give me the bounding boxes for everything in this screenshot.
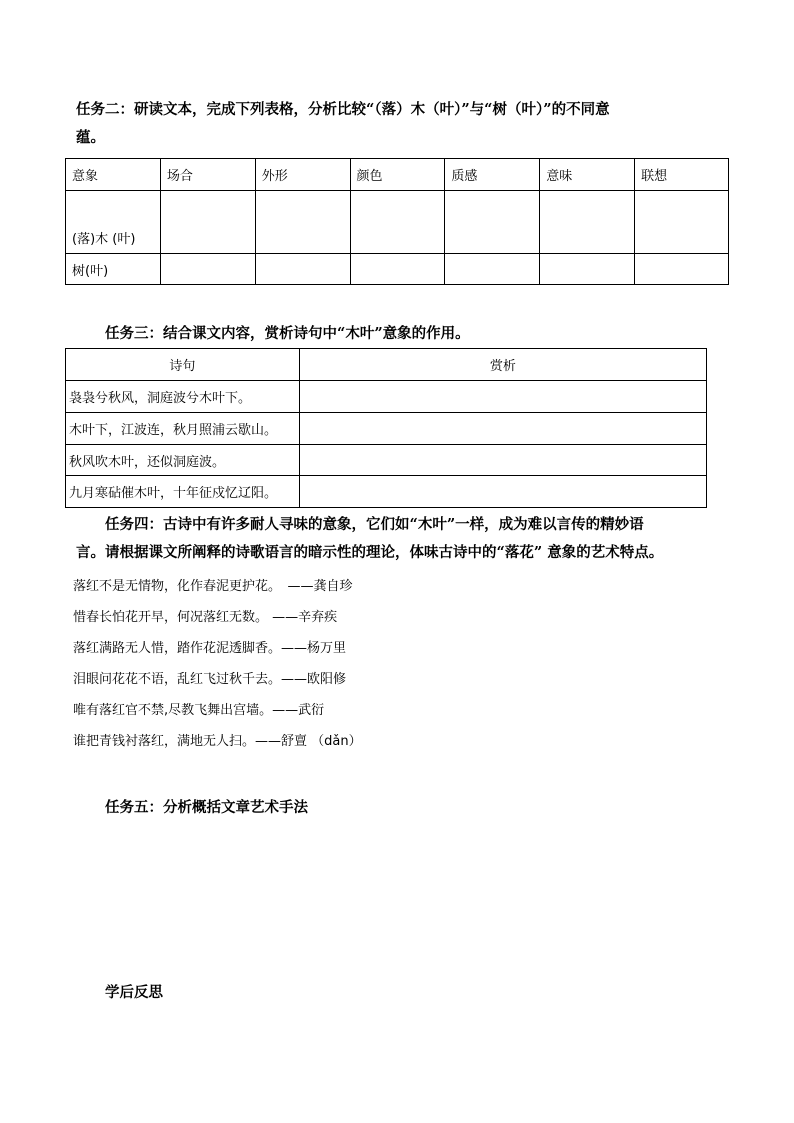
- answer-cell[interactable]: [160, 254, 255, 285]
- list-item: 落红不是无情物，化作春泥更护花。 ——龚自珍: [73, 579, 353, 594]
- answer-cell[interactable]: [160, 191, 255, 254]
- header-cell-meaning: 意味: [540, 159, 635, 191]
- answer-cell[interactable]: [350, 191, 445, 254]
- answer-cell[interactable]: [255, 191, 350, 254]
- poem-line: 秋风吹木叶，还似洞庭波。: [66, 445, 300, 476]
- answer-cell[interactable]: [350, 254, 445, 285]
- answer-cell[interactable]: [540, 254, 635, 285]
- header-cell-imagery: 意象: [66, 159, 161, 191]
- answer-cell[interactable]: [445, 254, 540, 285]
- poem-line: 九月寒砧催木叶，十年征戍忆辽阳。: [66, 476, 300, 508]
- table-row: [66, 381, 707, 413]
- answer-cell[interactable]: [445, 191, 540, 254]
- task5-heading: 任务五：分析概括文章艺术手法: [105, 799, 308, 816]
- reflection-heading: 学后反思: [105, 984, 163, 1001]
- table-row: [66, 445, 707, 476]
- header-cell-poem: 诗句: [66, 349, 300, 381]
- list-item: 落红满路无人惜，踏作花泥透脚香。——杨万里: [73, 641, 347, 656]
- header-cell-analysis: 赏析: [299, 349, 706, 381]
- row-label: 树(叶): [66, 254, 161, 285]
- analysis-cell[interactable]: [299, 476, 706, 508]
- answer-cell[interactable]: [540, 191, 635, 254]
- table-header-row: [66, 159, 729, 191]
- task4-heading: 任务四：古诗中有许多耐人寻味的意象，它们如“木叶”一样，成为难以言传的精妙语 言。请根据课文所阐释的诗歌语言的暗示性的理论，体味古诗中的“落花” 意象的艺术特点。: [76, 516, 664, 561]
- table-header-row: [66, 349, 707, 381]
- task3-table: [65, 348, 707, 508]
- task2-table: [65, 158, 729, 285]
- answer-cell[interactable]: [255, 254, 350, 285]
- analysis-cell[interactable]: [299, 445, 706, 476]
- answer-cell[interactable]: [635, 254, 729, 285]
- table-row: [66, 254, 729, 285]
- header-cell-color: 颜色: [350, 159, 445, 191]
- list-item: 惜春长怕花开早，何况落红无数。 ——辛弃疾: [73, 610, 338, 625]
- answer-cell[interactable]: [635, 191, 729, 254]
- header-cell-shape: 外形: [255, 159, 350, 191]
- row-label: (落)木 (叶): [66, 191, 161, 254]
- list-item: 唯有落红官不禁,尽教飞舞出宫墙。——武衍: [73, 703, 325, 718]
- poem-list: [73, 571, 362, 757]
- poem-line: 袅袅兮秋风，洞庭波兮木叶下。: [66, 381, 300, 413]
- header-cell-occasion: 场合: [160, 159, 255, 191]
- task2-heading: 任务二：研读文本，完成下列表格，分析比较“（落）木（叶）”与“树（叶）”的不同意 蕴。: [76, 101, 610, 146]
- table-row: [66, 413, 707, 445]
- list-item: 泪眼问花花不语，乱红飞过秋千去。——欧阳修: [73, 672, 347, 687]
- analysis-cell[interactable]: [299, 413, 706, 445]
- poem-line: 木叶下，江波连，秋月照浦云歇山。: [66, 413, 300, 445]
- header-cell-association: 联想: [635, 159, 729, 191]
- header-cell-texture: 质感: [445, 159, 540, 191]
- analysis-cell[interactable]: [299, 381, 706, 413]
- task3-heading: 任务三：结合课文内容，赏析诗句中“木叶”意象的作用。: [105, 325, 470, 342]
- table-row: [66, 191, 729, 254]
- table-row: [66, 476, 707, 508]
- list-item: 谁把青钱衬落红，满地无人扫。——舒亶 （dǎn）: [73, 734, 362, 749]
